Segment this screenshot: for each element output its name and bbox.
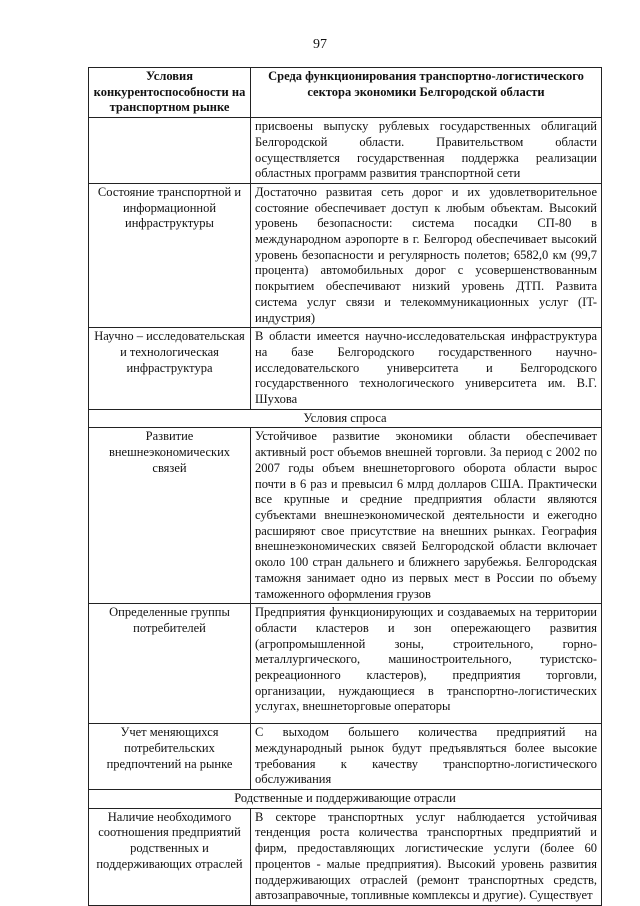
- row-consumer-groups-text: Предприятия функционирующих и создаваемых на территории области кластеров и зон опережающего развития (агропромышленной зоны, строительного, горно-металлургического, машиностроительного, туристско-рекреационного кластеров), предприятия торговли, организации, нуждающиеся в транспортно-логистических услугах, внешнеторговые операторы: [251, 604, 602, 724]
- header-conditions: Условия конкурентоспособности на транспортном рынке: [89, 68, 251, 118]
- row-science-infra-label: Научно – исследовательская и технологическая инфраструктура: [89, 328, 251, 410]
- section-related-industries: Родственные и поддерживающие отрасли: [89, 790, 602, 809]
- row-related-ratio-label: Наличие необходимого соотношения предприятий родственных и поддерживающих отраслей: [89, 808, 251, 905]
- row-foreign-trade-text: Устойчивое развитие экономики области обеспечивает активный рост объемов внешней торговли. За период с 2002 по 2007 годы объем внешнеторгового оборота области вырос почти в 6 раз и превысил 6 млрд долларов США. Практически все крупные и средние предприятия области являются субъектами внешнеэкономической деятельности и ежегодно расширяют свое присутствие на внешних рынках. География внешнеэкономических связей Белгородской области включает около 100 стран дальнего и ближнего зарубежья. Белгородская таможня занимает одно из первых мест в России по объему таможенного оформления грузов: [251, 428, 602, 604]
- table-header-row: [89, 68, 602, 118]
- section-demand-conditions: Условия спроса: [89, 409, 602, 428]
- row-science-infra-text: В области имеется научно-исследовательская инфраструктура на базе Белгородского государственного научно-исследовательского университета и Белгородского государственного технологического университета им. В.Г. Шухова: [251, 328, 602, 410]
- row-consumer-prefs-label: Учет меняющихся потребительских предпочтений на рынке: [89, 724, 251, 790]
- row-transport-infra-text: Достаточно развитая сеть дорог и их удовлетворительное состояние обеспечивает доступ к любым объектам. Высокий уровень безопасности: система посадки СП-80 в международном аэропорте в г. Белгород обеспечивает высокий уровень безопасности и регулярность полетов; 6582,0 км (99,7 процента) автомобильных дорог с усовершенствованным покрытием обеспечивают низкий уровень ДТП. Развита система услуг связи и телекоммуникационных услуг (IT- индустрия): [251, 183, 602, 327]
- page-number: 97: [313, 37, 327, 52]
- table-row: [89, 328, 602, 410]
- row-transport-infra-label: Состояние транспортной и информационной инфраструктуры: [89, 183, 251, 327]
- table-row: [89, 724, 602, 790]
- header-environment: Среда функционирования транспортно-логистического сектора экономики Белгородской области: [251, 68, 602, 118]
- row-consumer-groups-label: Определенные группы потребителей: [89, 604, 251, 724]
- competitiveness-table: [88, 67, 602, 906]
- row-foreign-trade-label: Развитие внешнеэкономических связей: [89, 428, 251, 604]
- section-row: [89, 790, 602, 809]
- row-continuation-label: [89, 118, 251, 184]
- row-related-ratio-text: В секторе транспортных услуг наблюдается устойчивая тенденция роста количества транспортных предприятий и фирм, предоставляющих логистические услуги (более 60 процентов - малые предприятия). Высокий уровень развития поддерживающих отраслей (ремонт транспортных средств, автозаправочные, топливные комплексы и другие). Существует: [251, 808, 602, 905]
- row-consumer-prefs-text: С выходом большего количества предприятий на международный рынок будут предъявляться более высокие требования к качеству транспортно-логистического обслуживания: [251, 724, 602, 790]
- table-row: [89, 428, 602, 604]
- section-row: [89, 409, 602, 428]
- table-row: [89, 118, 602, 184]
- table-row: [89, 604, 602, 724]
- table-row: [89, 183, 602, 327]
- row-continuation-text: присвоены выпуску рублевых государственных облигаций Белгородской области. Правительством области осуществляется государственная поддержка реализации областных программ развития транспортной сети: [251, 118, 602, 184]
- table-row: [89, 808, 602, 905]
